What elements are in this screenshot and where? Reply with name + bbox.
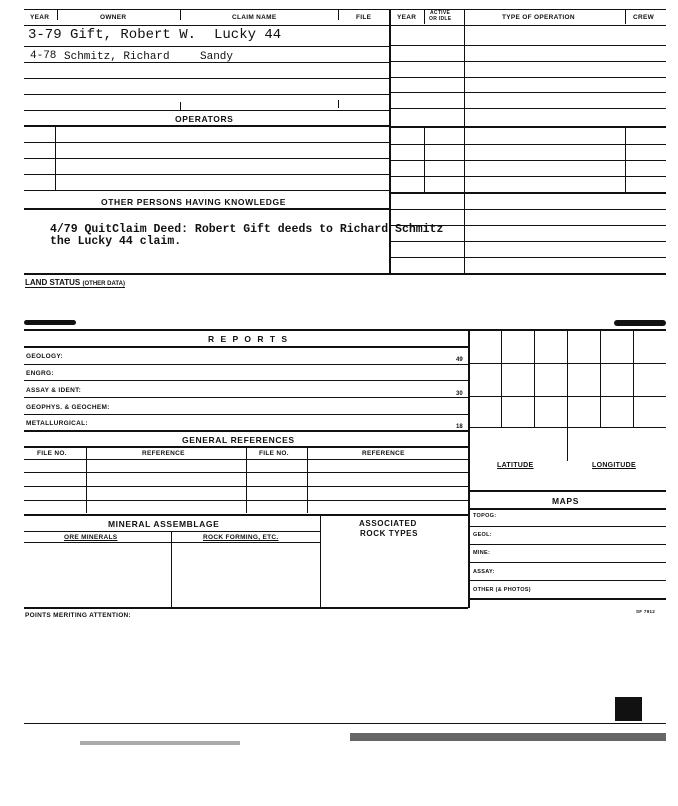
rule <box>171 532 172 608</box>
rule <box>180 10 181 20</box>
scan-mark <box>80 741 240 745</box>
rule <box>391 241 666 242</box>
gr-file-no-2: FILE NO. <box>259 450 289 457</box>
rule <box>24 190 389 191</box>
rule <box>469 562 666 563</box>
rule <box>24 273 666 275</box>
maps-geol: GEOL: <box>473 532 492 538</box>
rule <box>534 331 535 427</box>
rule <box>24 94 389 95</box>
entry-2-claim: Sandy <box>200 51 234 63</box>
rock-types-label: ROCK TYPES <box>360 529 419 538</box>
maps-topog: TOPOG: <box>473 513 497 519</box>
rule <box>24 397 468 398</box>
rule <box>86 447 87 513</box>
rule <box>468 330 470 608</box>
rule <box>501 331 502 427</box>
maps-other: OTHER (& PHOTOS) <box>473 587 531 593</box>
rule <box>391 257 666 258</box>
rule <box>469 580 666 581</box>
rule <box>424 10 425 24</box>
rule <box>391 77 666 78</box>
rule <box>24 346 468 348</box>
report-geology: GEOLOGY: <box>26 353 63 360</box>
rule <box>24 430 468 432</box>
rule <box>307 447 308 513</box>
land-status-sub: (OTHER DATA) <box>82 281 125 287</box>
maps-title: MAPS <box>552 496 579 506</box>
report-assay-num: 30 <box>456 391 463 397</box>
rule <box>338 100 339 108</box>
form-code: SF 7912 <box>636 609 656 614</box>
rule <box>391 108 666 109</box>
rule <box>24 62 389 63</box>
maps-mine: MINE: <box>473 550 491 556</box>
rule <box>391 209 666 210</box>
header-owner: OWNER <box>100 14 127 21</box>
header-active: ACTIVE <box>430 10 451 16</box>
rule <box>391 45 666 46</box>
scan-mark <box>350 733 666 741</box>
rule <box>24 531 320 532</box>
rule <box>24 174 389 175</box>
header-crew: CREW <box>633 14 655 21</box>
general-references-title: GENERAL REFERENCES <box>182 435 295 445</box>
rule <box>24 486 468 487</box>
rule <box>469 508 666 510</box>
rule <box>24 78 389 79</box>
rule <box>24 110 389 111</box>
rule <box>24 500 468 501</box>
report-metallurgical: METALLURGICAL: <box>26 420 88 427</box>
ore-minerals-label: ORE MINERALS <box>64 534 118 541</box>
rule <box>24 364 468 365</box>
reports-title: R E P O R T S <box>208 334 290 344</box>
latitude-label: LATITUDE <box>497 462 534 469</box>
report-geophys: GEOPHYS. & GEOCHEM: <box>26 404 110 411</box>
associated-label: ASSOCIATED <box>359 519 417 528</box>
rule <box>24 46 389 47</box>
rule <box>424 128 425 193</box>
operators-label: OPERATORS <box>175 114 234 124</box>
scan-mark <box>615 697 642 721</box>
rule <box>469 490 666 492</box>
rule <box>625 128 626 193</box>
header-type-of-operation: TYPE OF OPERATION <box>502 14 575 21</box>
gr-reference-2: REFERENCE <box>362 450 405 457</box>
maps-assay: ASSAY: <box>473 569 495 575</box>
header-file: FILE <box>356 14 372 21</box>
mineral-assemblage-title: MINERAL ASSEMBLAGE <box>108 519 220 529</box>
rock-forming-label: ROCK FORMING, ETC. <box>203 534 279 541</box>
rule <box>57 10 58 20</box>
report-geology-num: 49 <box>456 357 463 363</box>
rule <box>469 427 666 428</box>
report-assay: ASSAY & IDENT: <box>26 387 82 394</box>
rule <box>600 331 601 427</box>
entry-1-date: 3-79 <box>28 27 62 43</box>
header-year: YEAR <box>30 14 50 21</box>
header-claim-name: CLAIM NAME <box>232 14 277 21</box>
entry-2-owner: Schmitz, Richard <box>64 51 170 63</box>
land-status-heading <box>25 278 125 288</box>
rule <box>469 526 666 527</box>
note-line-1: 4/79 QuitClaim Deed: Robert Gift deeds to Richard Schmitz <box>50 223 444 236</box>
rule <box>464 10 465 275</box>
rule <box>469 396 666 397</box>
scan-mark <box>614 320 666 326</box>
rule <box>24 9 666 10</box>
entry-2-date: 4-78 <box>30 50 57 62</box>
gr-reference-1: REFERENCE <box>142 450 185 457</box>
rule <box>24 208 389 210</box>
longitude-label: LONGITUDE <box>592 462 636 469</box>
rule <box>633 331 634 427</box>
rule <box>246 447 247 513</box>
other-persons-label: OTHER PERSONS HAVING KNOWLEDGE <box>101 197 287 207</box>
rule <box>24 125 389 127</box>
note-line-2: the Lucky 44 claim. <box>50 235 182 248</box>
rule <box>55 127 56 191</box>
rule <box>469 544 666 545</box>
rule <box>24 514 468 516</box>
header-or-idle: OR IDLE <box>429 16 452 22</box>
rule <box>24 25 666 26</box>
rule <box>391 61 666 62</box>
rule <box>180 102 181 110</box>
scan-mark <box>24 320 76 325</box>
rule <box>24 723 666 724</box>
rule <box>24 414 468 415</box>
rule <box>338 10 339 20</box>
land-status-label: LAND STATUS <box>25 278 81 287</box>
rule <box>625 10 626 24</box>
report-metallurgical-num: 18 <box>456 424 463 430</box>
rule <box>24 158 389 159</box>
gr-file-no-1: FILE NO. <box>37 450 67 457</box>
header-year-2: YEAR <box>397 14 417 21</box>
entry-1-claim: Lucky 44 <box>214 27 282 43</box>
rule <box>24 380 468 381</box>
rule <box>469 363 666 364</box>
rule <box>469 598 666 600</box>
report-engrg: ENGRG: <box>26 370 54 377</box>
rule <box>320 515 321 608</box>
rule <box>24 472 468 473</box>
points-meriting-attention-label: POINTS MERITING ATTENTION: <box>25 612 132 619</box>
entry-1-owner: Gift, Robert W. <box>70 27 197 43</box>
rule <box>24 142 389 143</box>
rule <box>24 542 320 543</box>
rule <box>24 329 666 331</box>
rule <box>391 92 666 93</box>
rule <box>24 607 468 609</box>
